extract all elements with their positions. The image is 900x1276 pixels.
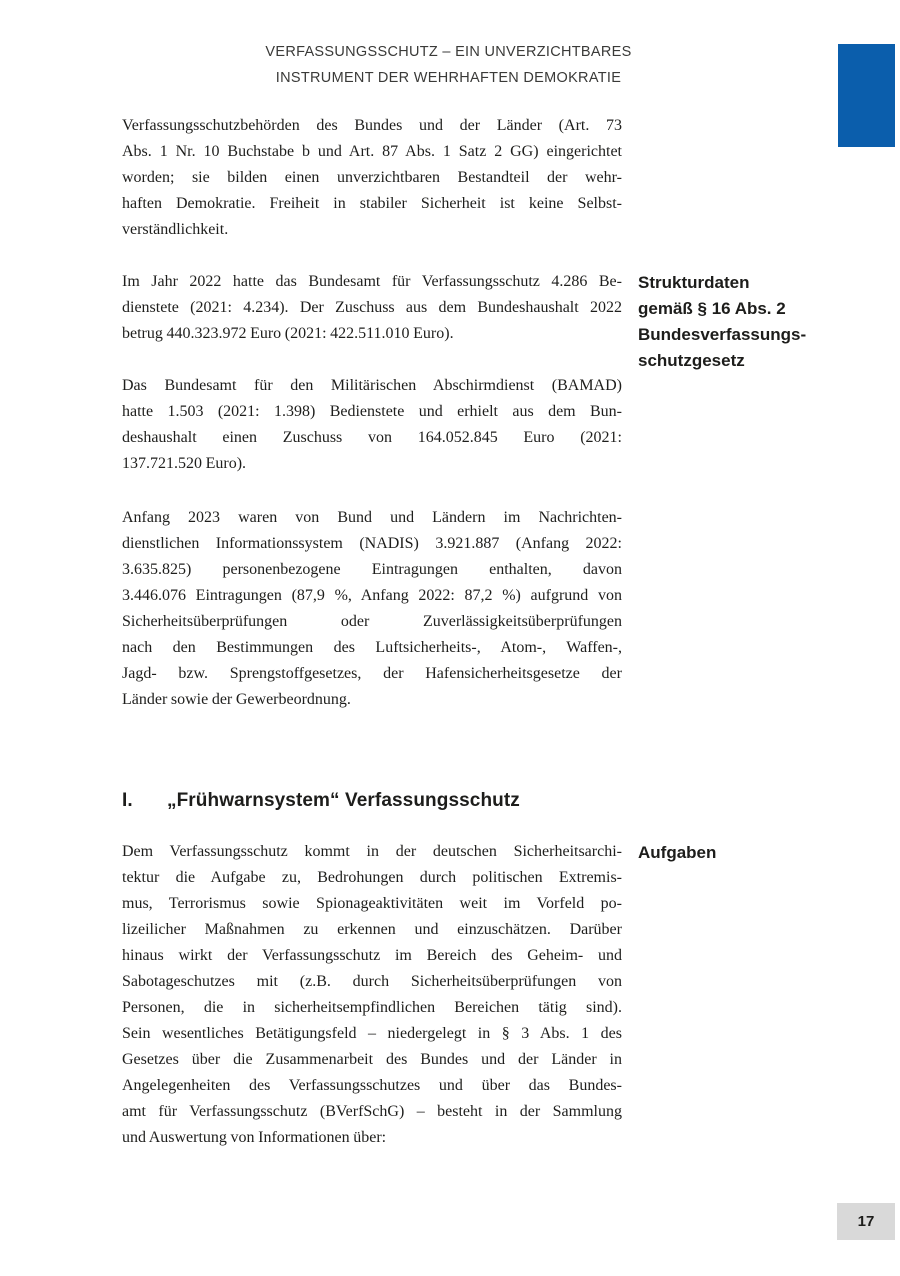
- text-line: lizeilicher Maßnahmen zu erkennen und einzuschätzen. Darüber: [122, 921, 622, 938]
- text-line: 3.446.076 Eintragungen (87,9 %, Anfang 2022: 87,2 %) aufgrund von: [122, 587, 622, 604]
- text-line: tektur die Aufgabe zu, Bedrohungen durch politischen Extremis-: [122, 869, 622, 886]
- section-title: „Frühwarnsystem“ Verfassungsschutz: [167, 790, 520, 811]
- paragraph-aufgaben: [122, 839, 622, 1151]
- text-line: Im Jahr 2022 hatte das Bundesamt für Verfassungsschutz 4.286 Be-: [122, 273, 622, 290]
- text-line: Strukturdaten: [638, 273, 750, 292]
- text-line: Das Bundesamt für den Militärischen Abschirmdienst (BAMAD): [122, 377, 622, 394]
- text-line: Sicherheitsüberprüfungen oder Zuverlässigkeitsüberprüfungen: [122, 613, 622, 630]
- text-line: Bundesverfassungs-: [638, 325, 807, 344]
- text-line: deshaushalt einen Zuschuss von 164.052.845 Euro (2021:: [122, 429, 622, 446]
- text-line: hinaus wirkt der Verfassungsschutz im Bereich des Geheim- und: [122, 947, 622, 964]
- text-line: Jagd- bzw. Sprengstoffgesetzes, der Hafensicherheitsgesetze der: [122, 665, 622, 682]
- paragraph-nadis: [122, 505, 622, 713]
- text-line: worden; sie bilden einen unverzichtbaren Bestandteil der wehr-: [122, 169, 622, 186]
- text-line: dienstete (2021: 4.234). Der Zuschuss aus dem Bundeshaushalt 2022: [122, 299, 622, 316]
- text-line: mus, Terrorismus sowie Spionageaktivitäten weit im Vorfeld po-: [122, 895, 622, 912]
- section-heading: [122, 788, 642, 814]
- text-line: Dem Verfassungsschutz kommt in der deutschen Sicherheitsarchi-: [122, 843, 622, 860]
- text-line: Abs. 1 Nr. 10 Buchstabe b und Art. 87 Abs. 1 Satz 2 GG) eingerichtet: [122, 143, 622, 160]
- page-number: 17: [857, 1213, 875, 1230]
- text-line: amt für Verfassungsschutz (BVerfSchG) – besteht in der Sammlung: [122, 1103, 622, 1120]
- page-number-badge: [837, 1203, 895, 1240]
- text-line: Sabotageschutzes mit (z.B. durch Sicherheitsüberprüfungen von: [122, 973, 622, 990]
- text-line: Anfang 2023 waren von Bund und Ländern im Nachrichten-: [122, 509, 622, 526]
- text-line: und Auswertung von Informationen über:: [122, 1129, 387, 1146]
- text-line: Angelegenheiten des Verfassungsschutzes und über das Bundes-: [122, 1077, 622, 1094]
- paragraph-bamad: [122, 373, 622, 477]
- paragraph-bfv-strukturdaten: [122, 269, 622, 347]
- text-line: Sein wesentliches Betätigungsfeld – niedergelegt in § 3 Abs. 1 des: [122, 1025, 622, 1042]
- text-line: betrug 440.323.972 Euro (2021: 422.511.010 Euro).: [122, 325, 454, 342]
- text-line: 137.721.520 Euro).: [122, 455, 247, 472]
- text-line: haften Demokratie. Freiheit in stabiler Sicherheit ist keine Selbst-: [122, 195, 622, 212]
- text-line: Länder sowie der Gewerbeordnung.: [122, 691, 351, 708]
- text-line: schutzgesetz: [638, 351, 745, 370]
- text-line: 3.635.825) personenbezogene Eintragungen enthalten, davon: [122, 561, 622, 578]
- text-line: Aufgaben: [638, 843, 717, 862]
- running-head-line1: VERFASSUNGSSCHUTZ – EIN UNVERZICHTBARES: [265, 44, 632, 60]
- paragraph-verfassungsschutzbehoerden: [122, 113, 622, 243]
- section-number: I.: [122, 790, 133, 811]
- text-line: Verfassungsschutzbehörden des Bundes und der Länder (Art. 73: [122, 117, 622, 134]
- text-line: Personen, die in sicherheitsempfindlichen Bereichen tätig sind).: [122, 999, 622, 1016]
- text-line: dienstlichen Informationssystem (NADIS) 3.921.887 (Anfang 2022:: [122, 535, 622, 552]
- text-line: nach den Bestimmungen des Luftsicherheits-, Atom-, Waffen-,: [122, 639, 622, 656]
- chapter-color-tab: [838, 44, 895, 147]
- text-line: Gesetzes über die Zusammenarbeit des Bundes und der Länder in: [122, 1051, 622, 1068]
- margin-note-aufgaben: [638, 840, 888, 866]
- text-line: hatte 1.503 (2021: 1.398) Bedienstete und erhielt aus dem Bun-: [122, 403, 622, 420]
- running-head: [122, 39, 775, 91]
- running-head-line2: INSTRUMENT DER WEHRHAFTEN DEMOKRATIE: [275, 70, 622, 86]
- text-line: gemäß § 16 Abs. 2: [638, 299, 786, 318]
- text-line: verständlichkeit.: [122, 221, 229, 238]
- margin-note-strukturdaten: [638, 270, 888, 374]
